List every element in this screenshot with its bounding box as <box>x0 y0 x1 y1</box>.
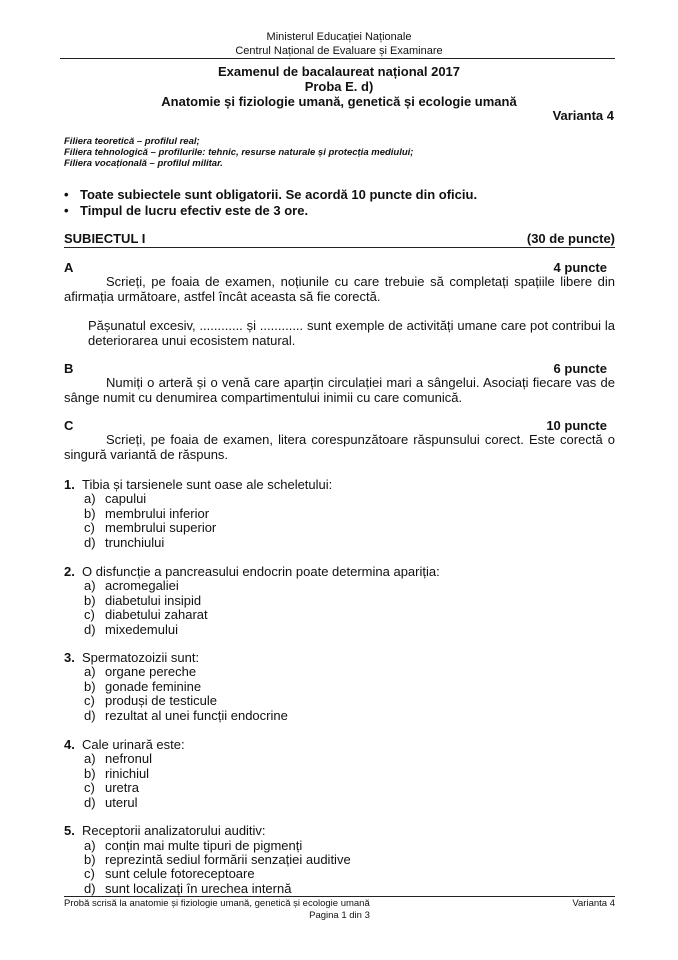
option-letter: c) <box>84 866 95 881</box>
answer-option <box>84 607 208 622</box>
option-text: membrului inferior <box>105 506 210 521</box>
section-letter: B <box>64 361 74 376</box>
exam-subject-title: Anatomie și fiziologie umană, genetică și ecologie umană <box>161 94 517 109</box>
option-letter: d) <box>84 708 96 723</box>
option-text: rinichiul <box>105 766 150 781</box>
question-text: Receptorii analizatorului auditiv: <box>82 823 266 838</box>
option-letter: b) <box>84 506 96 521</box>
footer-page-number: Pagina 1 din 3 <box>309 910 370 921</box>
option-letter: a) <box>84 838 96 853</box>
answer-option <box>84 852 351 867</box>
option-letter: c) <box>84 693 95 708</box>
option-letter: d) <box>84 622 96 637</box>
rule-bullet <box>64 203 308 218</box>
option-text: diabetului insipid <box>105 593 202 608</box>
option-text: membrului superior <box>105 520 217 535</box>
answer-option <box>84 780 139 795</box>
option-text: diabetului zaharat <box>105 607 208 622</box>
option-letter: b) <box>84 679 96 694</box>
option-text: nefronul <box>105 751 152 766</box>
bullet-icon: • <box>64 187 69 202</box>
answer-option <box>84 491 146 506</box>
option-text: rezultat al unei funcții endocrine <box>105 708 288 723</box>
question-text: Spermatozoizii sunt: <box>82 650 200 665</box>
answer-option <box>84 679 201 694</box>
section-a-heading <box>64 260 615 275</box>
answer-option <box>84 664 196 679</box>
option-letter: a) <box>84 578 96 593</box>
rule-text: Timpul de lucru efectiv este de 3 ore. <box>80 203 309 218</box>
option-text: acromegaliei <box>105 578 179 593</box>
option-text: mixedemului <box>105 622 178 637</box>
section-points: 4 puncte <box>553 260 607 275</box>
option-text: sunt localizați în urechea internă <box>105 881 292 896</box>
answer-option <box>84 520 216 535</box>
section-a-statement: Pășunatul excesiv, ............ și ............ sunt exemple de activități umane care pot contribui la deteriorarea unui ecosistem natural. <box>88 318 615 348</box>
filiera-line: Filiera vocațională – profilul militar. <box>64 158 223 169</box>
option-letter: c) <box>84 520 95 535</box>
question-number: 1. <box>64 477 75 492</box>
question <box>64 477 604 492</box>
option-letter: b) <box>84 766 96 781</box>
question-number: 2. <box>64 564 75 579</box>
option-text: organe pereche <box>105 664 197 679</box>
section-points: 6 puncte <box>553 361 607 376</box>
option-text: gonade feminine <box>105 679 202 694</box>
exam-title: Examenul de bacalaureat național 2017 <box>217 64 461 79</box>
option-letter: d) <box>84 881 96 896</box>
option-letter: b) <box>84 852 96 867</box>
option-letter: c) <box>84 780 95 795</box>
footer-exam-name: Probă scrisă la anatomie și fiziologie umană, genetică și ecologie umană <box>64 898 370 909</box>
section-letter: A <box>64 260 74 275</box>
section-points: 10 puncte <box>546 418 607 433</box>
option-text: produși de testicule <box>105 693 218 708</box>
section-b-instruction: Numiți o arteră și o venă care aparțin circulației mari a sângelui. Asociați fiecare vas de sânge numit cu denumirea compartimentului inimii cu care comunică. <box>64 375 615 405</box>
header-divider <box>60 58 615 59</box>
subject-label: SUBIECTUL I <box>64 231 146 246</box>
page-footer <box>64 898 615 921</box>
option-letter: a) <box>84 491 96 506</box>
rule-bullet <box>64 187 477 202</box>
question <box>64 737 604 752</box>
answer-option <box>84 866 255 881</box>
option-text: trunchiului <box>105 535 165 550</box>
option-letter: b) <box>84 593 96 608</box>
option-text: conțin mai multe tipuri de pigmenți <box>105 838 303 853</box>
answer-option <box>84 593 201 608</box>
answer-option <box>84 751 152 766</box>
answer-option <box>84 795 138 810</box>
header-ministry: Ministerul Educației Naționale <box>266 31 412 43</box>
section-b-heading <box>64 361 615 376</box>
option-letter: a) <box>84 751 96 766</box>
option-letter: c) <box>84 607 95 622</box>
subject-points: (30 de puncte) <box>526 231 615 246</box>
filiera-line: Filiera tehnologică – profilurile: tehnic, resurse naturale și protecția mediului; <box>64 147 414 158</box>
filiera-line: Filiera teoretică – profilul real; <box>64 136 200 147</box>
footer-divider <box>64 896 615 897</box>
question-number: 3. <box>64 650 75 665</box>
bullet-icon: • <box>64 203 69 218</box>
section-c-instruction: Scrieți, pe foaia de examen, litera corespunzătoare răspunsului corect. Este corectă o singură variantă de răspuns. <box>64 432 615 462</box>
answer-option <box>84 708 288 723</box>
subject-heading <box>64 231 615 248</box>
answer-option <box>84 838 302 853</box>
rule-text: Toate subiectele sunt obligatorii. Se acordă 10 puncte din oficiu. <box>80 187 478 202</box>
answer-option <box>84 578 179 593</box>
option-letter: d) <box>84 795 96 810</box>
header-center: Centrul Național de Evaluare și Examinare <box>235 45 443 57</box>
section-letter: C <box>64 418 74 433</box>
answer-option <box>84 535 164 550</box>
question-number: 5. <box>64 823 75 838</box>
option-text: uterul <box>105 795 138 810</box>
variant-label: Varianta 4 <box>552 108 614 123</box>
option-text: capului <box>105 491 147 506</box>
question-number: 4. <box>64 737 75 752</box>
question-text: O disfuncție a pancreasului endocrin poate determina apariția: <box>82 564 440 579</box>
answer-option <box>84 766 149 781</box>
question <box>64 823 604 838</box>
exam-proba: Proba E. d) <box>304 79 374 94</box>
question-text: Cale urinară este: <box>82 737 185 752</box>
question <box>64 564 604 579</box>
answer-option <box>84 622 178 637</box>
question <box>64 650 604 665</box>
question-text: Tibia și tarsienele sunt oase ale scheletului: <box>82 477 333 492</box>
option-letter: a) <box>84 664 96 679</box>
section-c-heading <box>64 418 615 433</box>
option-text: uretra <box>105 780 139 795</box>
footer-variant: Varianta 4 <box>572 898 615 909</box>
answer-option <box>84 881 291 896</box>
option-text: sunt celule fotoreceptoare <box>105 866 255 881</box>
option-text: reprezintă sediul formării senzației auditive <box>105 852 351 867</box>
answer-option <box>84 506 209 521</box>
option-letter: d) <box>84 535 96 550</box>
section-a-instruction: Scrieți, pe foaia de examen, noțiunile cu care trebuie să completați spațiile libere din afirmația următoare, astfel încât aceasta să fie corectă. <box>64 274 615 304</box>
answer-option <box>84 693 217 708</box>
